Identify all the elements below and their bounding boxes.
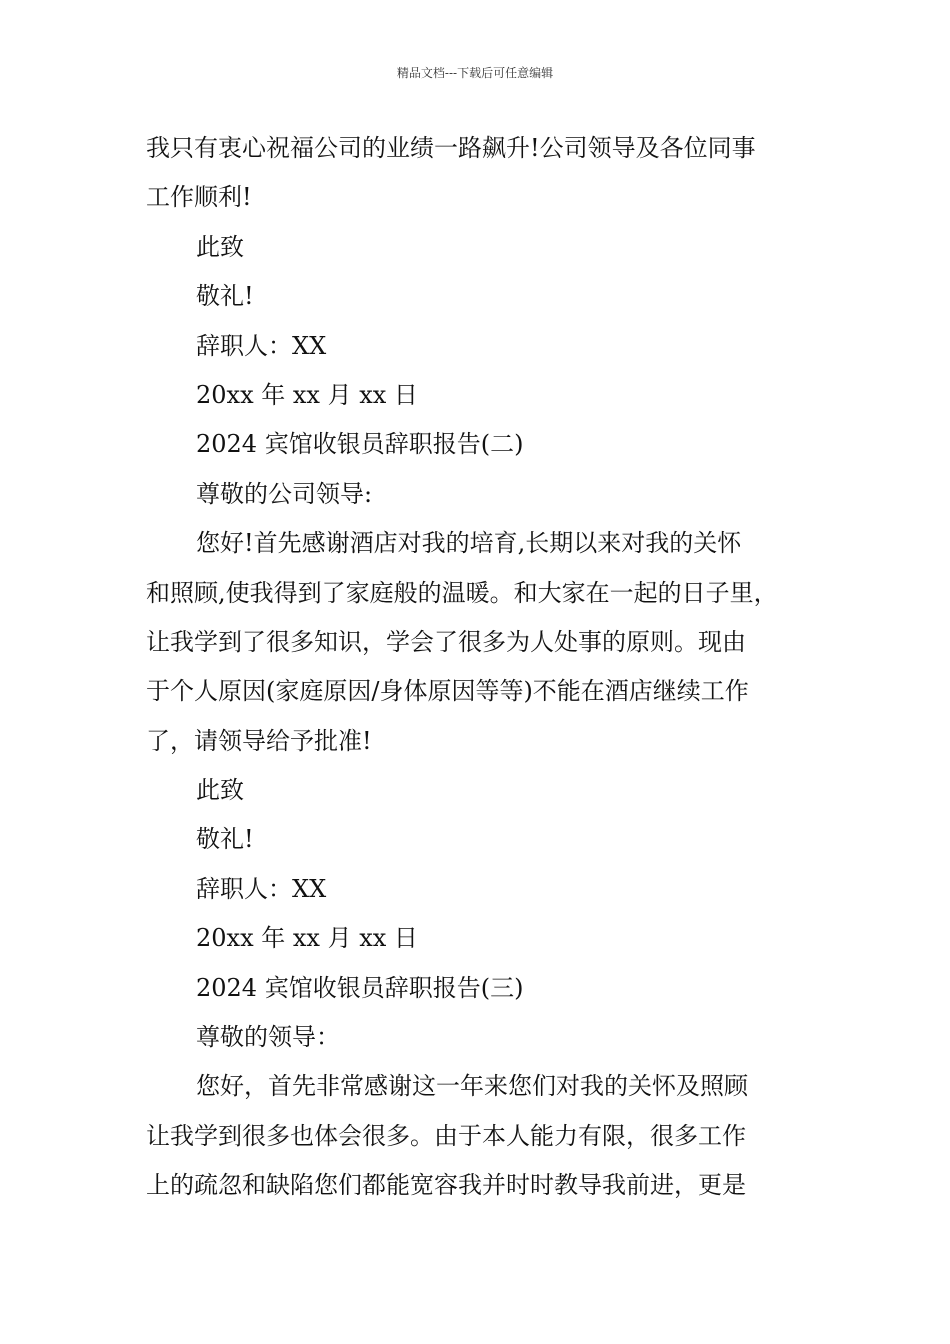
section-title: 2024 宾馆收银员辞职报告(三) <box>196 973 524 1002</box>
paragraph-line: 和照顾,使我得到了家庭般的温暖。和大家在一起的日子里， <box>146 578 778 607</box>
signature-line: 辞职人：XX <box>196 331 327 360</box>
paragraph-line: 工作顺利! <box>146 183 252 212</box>
greeting-line: 尊敬的公司领导: <box>196 479 373 508</box>
closing-salutation: 此致 <box>196 776 244 805</box>
paragraph-line: 于个人原因(家庭原因/身体原因等等)不能在酒店继续工作 <box>146 677 749 706</box>
page-header: 精品文档---下载后可任意编辑 <box>396 66 554 80</box>
closing-regards: 敬礼! <box>196 825 254 854</box>
closing-regards: 敬礼! <box>196 282 254 311</box>
date-line: 20xx 年 xx 月 xx 日 <box>196 924 418 953</box>
greeting-line: 尊敬的领导： <box>196 1023 340 1052</box>
document-body <box>146 124 810 1211</box>
signature-line: 辞职人：XX <box>196 874 327 903</box>
section-title: 2024 宾馆收银员辞职报告(二) <box>196 430 524 459</box>
paragraph-line: 您好!首先感谢酒店对我的培育,长期以来对我的关怀 <box>196 529 742 558</box>
closing-salutation: 此致 <box>196 232 244 261</box>
paragraph-line: 我只有衷心祝福公司的业绩一路飙升!公司领导及各位同事 <box>146 134 756 162</box>
paragraph-line: 了，请领导给予批准! <box>146 726 372 755</box>
paragraph-line: 您好，首先非常感谢这一年来您们对我的关怀及照顾 <box>196 1072 748 1101</box>
paragraph-line: 上的疏忽和缺陷您们都能宽容我并时时教导我前进，更是 <box>146 1171 746 1200</box>
paragraph-line: 让我学到很多也体会很多。由于本人能力有限，很多工作 <box>146 1121 746 1150</box>
date-line: 20xx 年 xx 月 xx 日 <box>196 380 418 409</box>
paragraph-line: 让我学到了很多知识，学会了很多为人处事的原则。现由 <box>146 627 746 656</box>
